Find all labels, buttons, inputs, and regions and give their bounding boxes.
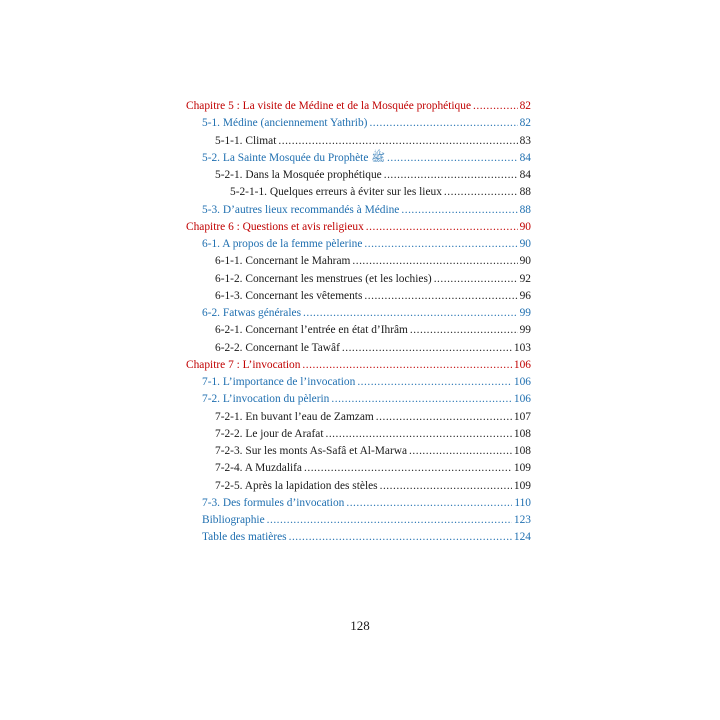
toc-entry-title: 7-2-1. En buvant l’eau de Zamzam: [215, 410, 374, 423]
toc-leader-dots: [278, 133, 517, 150]
toc-leader-dots: [357, 374, 512, 391]
toc-entry[interactable]: [186, 460, 531, 477]
toc-entry-page: 123: [513, 514, 531, 526]
toc-entry-title: 7-2-3. Sur les monts As-Safâ et Al-Marwa: [215, 445, 408, 457]
toc-entry-title: 6-2-2. Concernant le Tawâf: [215, 341, 340, 354]
toc-entry-page: 83: [519, 134, 531, 147]
toc-leader-dots: [342, 340, 512, 357]
toc-entry-page: 82: [519, 117, 531, 130]
toc-entry-title: 5-2. La Sainte Mosquée du Prophète ﷺ: [202, 151, 386, 164]
toc-entry[interactable]: [186, 374, 531, 391]
toc-entry[interactable]: [186, 409, 531, 426]
toc-leader-dots: [410, 322, 518, 339]
toc-entry[interactable]: [186, 391, 531, 408]
toc-leader-dots: [409, 443, 512, 460]
toc-entry[interactable]: [186, 184, 531, 201]
toc-entry-page: 110: [514, 496, 531, 509]
table-of-contents: [186, 98, 531, 547]
toc-entry-page: 99: [519, 324, 531, 337]
toc-entry-title: Bibliographie: [202, 514, 265, 526]
toc-leader-dots: [473, 98, 518, 115]
toc-leader-dots: [380, 478, 512, 495]
toc-entry-page: 124: [513, 531, 531, 544]
toc-entry-title: 5-3. D’autres lieux recommandés à Médine: [202, 203, 400, 216]
toc-entry-title: 6-1-1. Concernant le Mahram: [215, 255, 351, 268]
toc-entry-title: 6-2-1. Concernant l’entrée en état d’Ihrâm: [215, 324, 408, 337]
toc-entry-page: 90: [519, 238, 531, 250]
toc-entry-title: Chapitre 6 : Questions et avis religieux: [186, 220, 364, 233]
toc-entry-page: 109: [513, 462, 531, 475]
toc-entry-page: 107: [513, 410, 531, 423]
toc-entry-page: 82: [519, 100, 531, 112]
toc-entry[interactable]: [186, 340, 531, 357]
toc-entry-title: 7-2. L’invocation du pèlerin: [202, 393, 330, 406]
toc-entry-page: 108: [513, 427, 531, 440]
toc-leader-dots: [325, 426, 511, 443]
toc-leader-dots: [331, 391, 512, 408]
toc-entry-title: 6-1. A propos de la femme pèlerine: [202, 238, 363, 250]
toc-entry[interactable]: [186, 150, 531, 167]
toc-entry-title: 6-1-3. Concernant les vêtements: [215, 289, 363, 302]
toc-entry-page: 84: [519, 151, 531, 164]
toc-entry-title: 7-3. Des formules d’invocation: [202, 496, 345, 509]
toc-entry[interactable]: [186, 443, 531, 460]
toc-entry[interactable]: [186, 253, 531, 270]
toc-entry-page: 109: [513, 479, 531, 492]
toc-entry-page: 88: [519, 186, 531, 199]
toc-entry[interactable]: [186, 133, 531, 150]
toc-entry-page: 84: [519, 169, 531, 181]
toc-entry[interactable]: [186, 426, 531, 443]
toc-leader-dots: [387, 150, 518, 167]
toc-entry-page: 103: [513, 341, 531, 354]
toc-entry-page: 99: [519, 307, 531, 319]
toc-entry-page: 88: [519, 203, 531, 216]
toc-leader-dots: [369, 115, 517, 132]
toc-entry-title: 5-2-1-1. Quelques erreurs à éviter sur les lieux: [230, 186, 442, 199]
toc-entry-title: 7-2-2. Le jour de Arafat: [215, 427, 324, 440]
toc-entry[interactable]: [186, 202, 531, 219]
toc-entry-page: 108: [513, 445, 531, 457]
toc-entry-page: 106: [513, 376, 531, 388]
toc-entry[interactable]: [186, 167, 531, 184]
toc-leader-dots: [366, 219, 518, 236]
toc-entry[interactable]: [186, 98, 531, 115]
toc-entry-page: 92: [519, 272, 531, 285]
toc-entry-page: 106: [513, 393, 531, 406]
toc-entry-page: 90: [519, 220, 531, 233]
toc-leader-dots: [302, 357, 511, 374]
toc-entry-title: 7-2-4. A Muzdalifa: [215, 462, 302, 475]
toc-entry-title: 6-2. Fatwas générales: [202, 307, 302, 319]
toc-entry-title: 5-2-1. Dans la Mosquée prophétique: [215, 169, 382, 181]
toc-leader-dots: [364, 236, 517, 253]
toc-entry-title: 7-1. L’importance de l’invocation: [202, 376, 356, 388]
toc-entry[interactable]: [186, 271, 531, 288]
toc-leader-dots: [384, 167, 518, 184]
toc-leader-dots: [352, 253, 517, 270]
toc-entry[interactable]: [186, 495, 531, 512]
toc-entry[interactable]: [186, 288, 531, 305]
toc-entry[interactable]: [186, 357, 531, 374]
toc-entry[interactable]: [186, 478, 531, 495]
toc-entry[interactable]: [186, 219, 531, 236]
toc-entry-title: 5-1-1. Climat: [215, 134, 277, 147]
toc-entry[interactable]: [186, 322, 531, 339]
toc-leader-dots: [267, 512, 512, 529]
toc-entry-page: 90: [519, 255, 531, 268]
toc-entry-title: Chapitre 5 : La visite de Médine et de la Mosquée prophétique: [186, 100, 471, 112]
toc-entry[interactable]: [186, 512, 531, 529]
toc-entry[interactable]: [186, 115, 531, 132]
toc-entry-page: 106: [513, 358, 531, 371]
toc-entry-page: 96: [519, 289, 531, 302]
toc-leader-dots: [444, 184, 518, 201]
toc-entry-title: Table des matières: [202, 531, 287, 544]
toc-leader-dots: [346, 495, 512, 512]
toc-entry-title: 7-2-5. Après la lapidation des stèles: [215, 479, 378, 492]
toc-leader-dots: [376, 409, 512, 426]
toc-leader-dots: [401, 202, 517, 219]
toc-entry[interactable]: [186, 236, 531, 253]
page-number: 128: [350, 618, 370, 633]
toc-entry-title: 5-1. Médine (anciennement Yathrib): [202, 117, 368, 130]
toc-leader-dots: [364, 288, 517, 305]
toc-entry[interactable]: [186, 529, 531, 546]
toc-leader-dots: [434, 271, 518, 288]
toc-leader-dots: [304, 460, 512, 477]
toc-leader-dots: [289, 529, 512, 546]
toc-entry[interactable]: [186, 305, 531, 322]
toc-entry-title: 6-1-2. Concernant les menstrues (et les lochies): [215, 272, 432, 285]
toc-entry-title: Chapitre 7 : L’invocation: [186, 358, 301, 371]
toc-leader-dots: [303, 305, 518, 322]
